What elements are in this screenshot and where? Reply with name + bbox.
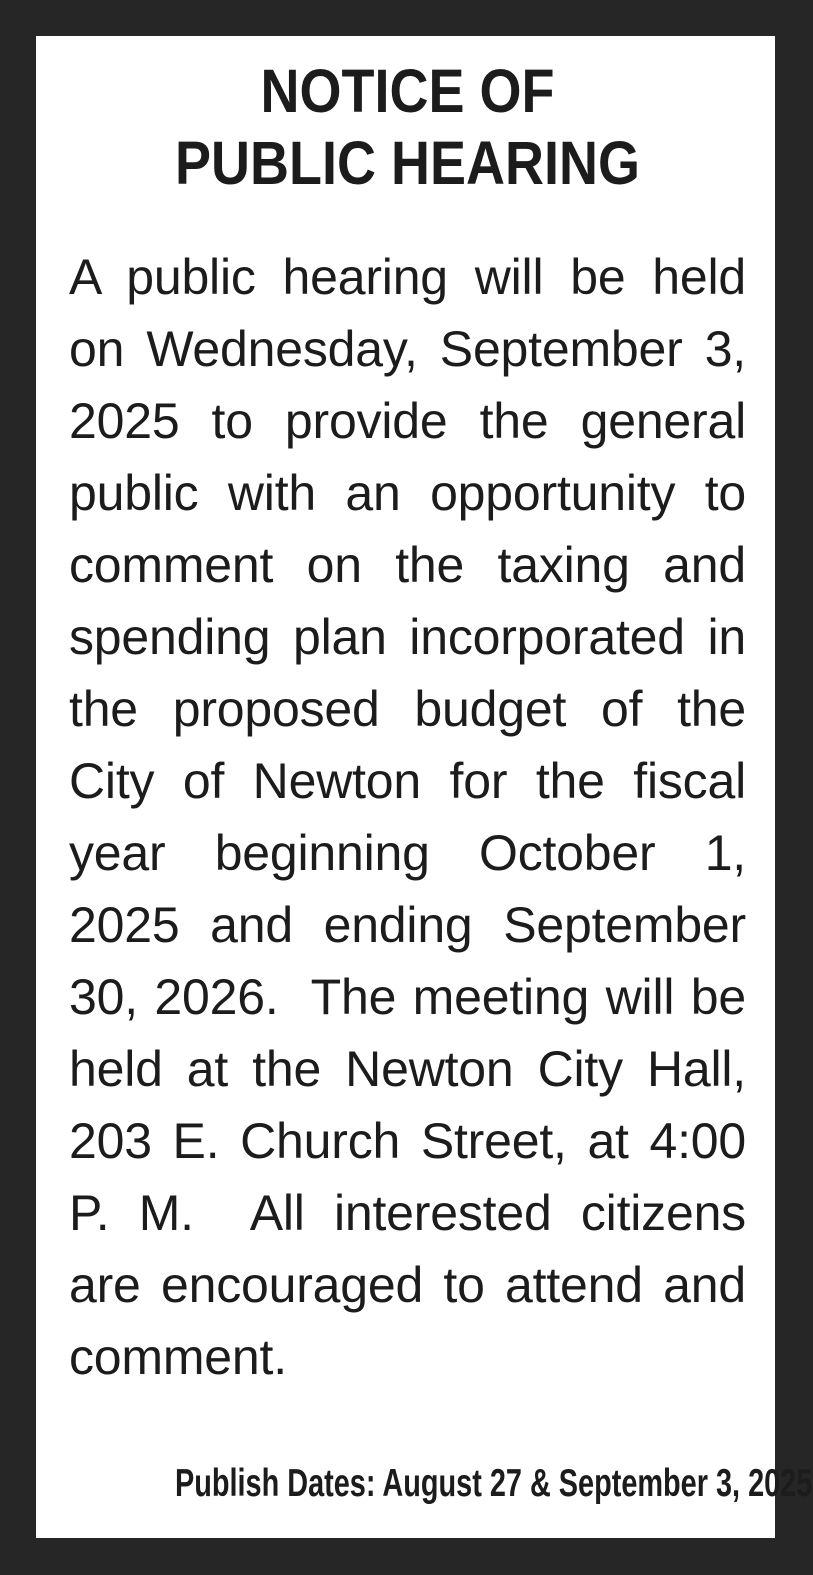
body-line: A public hearing will be held xyxy=(69,249,746,305)
title-line-1: NOTICE OF xyxy=(260,57,555,125)
body-line: comment. xyxy=(69,1329,287,1385)
title-line-2: PUBLIC HEARING xyxy=(175,129,640,197)
body-line: 2025 to provide the general xyxy=(69,393,746,449)
publish-dates: Publish Dates: August 27 & September 3, 2025 xyxy=(175,1462,813,1505)
notice-body xyxy=(69,241,746,1393)
body-line: held at the Newton City Hall, xyxy=(69,1041,746,1097)
body-line: spending plan incorporated in xyxy=(69,609,746,665)
body-line: the proposed budget of the xyxy=(69,681,746,737)
body-line: P. M. All interested citizens xyxy=(69,1185,746,1241)
body-line: 203 E. Church Street, at 4:00 xyxy=(69,1113,746,1169)
body-line: 2025 and ending September xyxy=(69,897,746,953)
notice-sheet xyxy=(36,36,813,1538)
body-line: year beginning October 1, xyxy=(69,825,746,881)
body-line: City of Newton for the fiscal xyxy=(69,753,746,809)
body-line: on Wednesday, September 3, xyxy=(69,321,746,377)
body-line: are encouraged to attend and xyxy=(69,1257,746,1313)
body-line: 30, 2026. The meeting will be xyxy=(69,969,746,1025)
body-line: comment on the taxing and xyxy=(69,537,746,593)
notice-title xyxy=(108,55,707,199)
body-line: public with an opportunity to xyxy=(69,465,746,521)
